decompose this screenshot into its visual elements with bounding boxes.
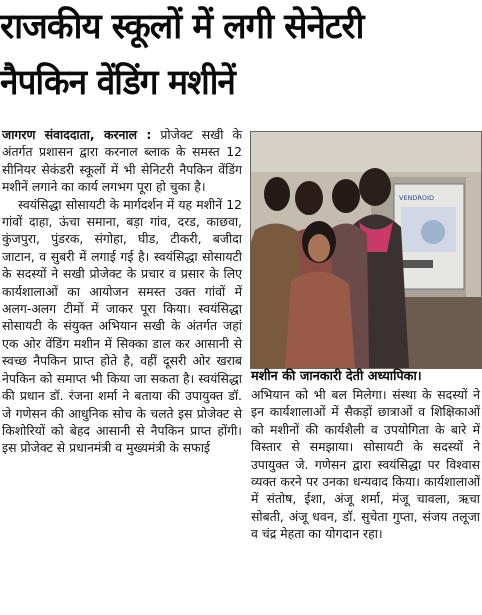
photo-caption: मशीन की जानकारी देती अध्यापिका। xyxy=(251,369,422,384)
intro-text: प्रोजेक्ट सखी के अंतर्गत प्रशासन द्वारा करनाल ब्लाक के समस्त 12 सीनियर सेकंडरी स्कूलों में भी सेनिटरी नैपकिन वेंडिंग मशीनें लगाने का कार्य लगभग पूरा हो चुका है। xyxy=(2,127,242,195)
article-body-paragraph: स्वयंसिद्धा सोसायटी के मार्गदर्शन में यह मशीनें 12 गांवों दाहा, ऊंचा समाना, बड़ा गांव, दरड, काछवा, कुंजपुरा, पुंडरक, संगोहा, घीड, टीकरी, बजीदा जाटान, व सुबरी में लगाई गई है। स्वयंसिद्धा सोसायटी के सदस्यों ने सखी प्रोजेक्ट के प्रचार व प्रसार के लिए कार्यशालाओं का आयोजन समस्त उक्त गांवों में अलग-अलग टीमों में जाकर पूरा किया। स्वयंसिद्धा सोसायटी के संयुक्त अभियान सखी के अंतर्गत जहां एक ओर वेंडिंग मशीन में सिक्का डाल कर आसानी से स्वच्छ नैपकिन प्राप्त होते है, वहीं दूसरी ओर खराब नेपकिन को समाप्त भी किया जा सकता है। स्वयंसिद्धा की प्रधान डॉ. रंजना शर्मा ने बताया की उपायुक्त डॉ. जे गणेसन की आधुनिक सोच के चलते इस प्रोजेक्ट से किशोरियों को बेहद आसानी से नैपकिन प्राप्त होंगी। इस प्रोजेक्ट से प्रधानमंत्री व मुख्यमंत्री के सफाई xyxy=(2,196,242,456)
headline-line-2: नैपकिन वेंडिंग मशीनें xyxy=(0,63,235,103)
machine-brand-label: VENDROID xyxy=(399,194,434,202)
news-photo xyxy=(250,131,482,369)
classroom-photo-illustration xyxy=(251,132,481,368)
article-intro-paragraph xyxy=(2,126,242,196)
byline: जागरण संवाददाता, करनाल : xyxy=(2,127,152,142)
article-left-column xyxy=(2,126,242,457)
headline-line-1: राजकीय स्कूलों में लगी सेनेटरी xyxy=(0,7,364,47)
article-right-column xyxy=(251,386,480,543)
article-continuation-paragraph: अभियान को भी बल मिलेगा। संस्था के सदस्यों ने इन कार्यशालाओं में सैकड़ों छात्राओं व शिक्षिकाओं को मशीनों की कार्यशैली व उपयोगिता के बारे में विस्तार से समझाया। सोसायटी के सदस्यों ने उपायुक्त जे. गणेसन द्वारा स्वयंसिद्धा पर विश्वास व्यक्त करने पर उनका धन्यवाद किया। कार्यशालाओं में संतोष, ईशा, अंजू शर्मा, मंजू चावला, ऋचा सोबती, अंजू धवन, डॉ. सुचेता गुप्ता, संजय तलूजा व चंद्र मेहता का योगदान रहा। xyxy=(251,387,480,542)
